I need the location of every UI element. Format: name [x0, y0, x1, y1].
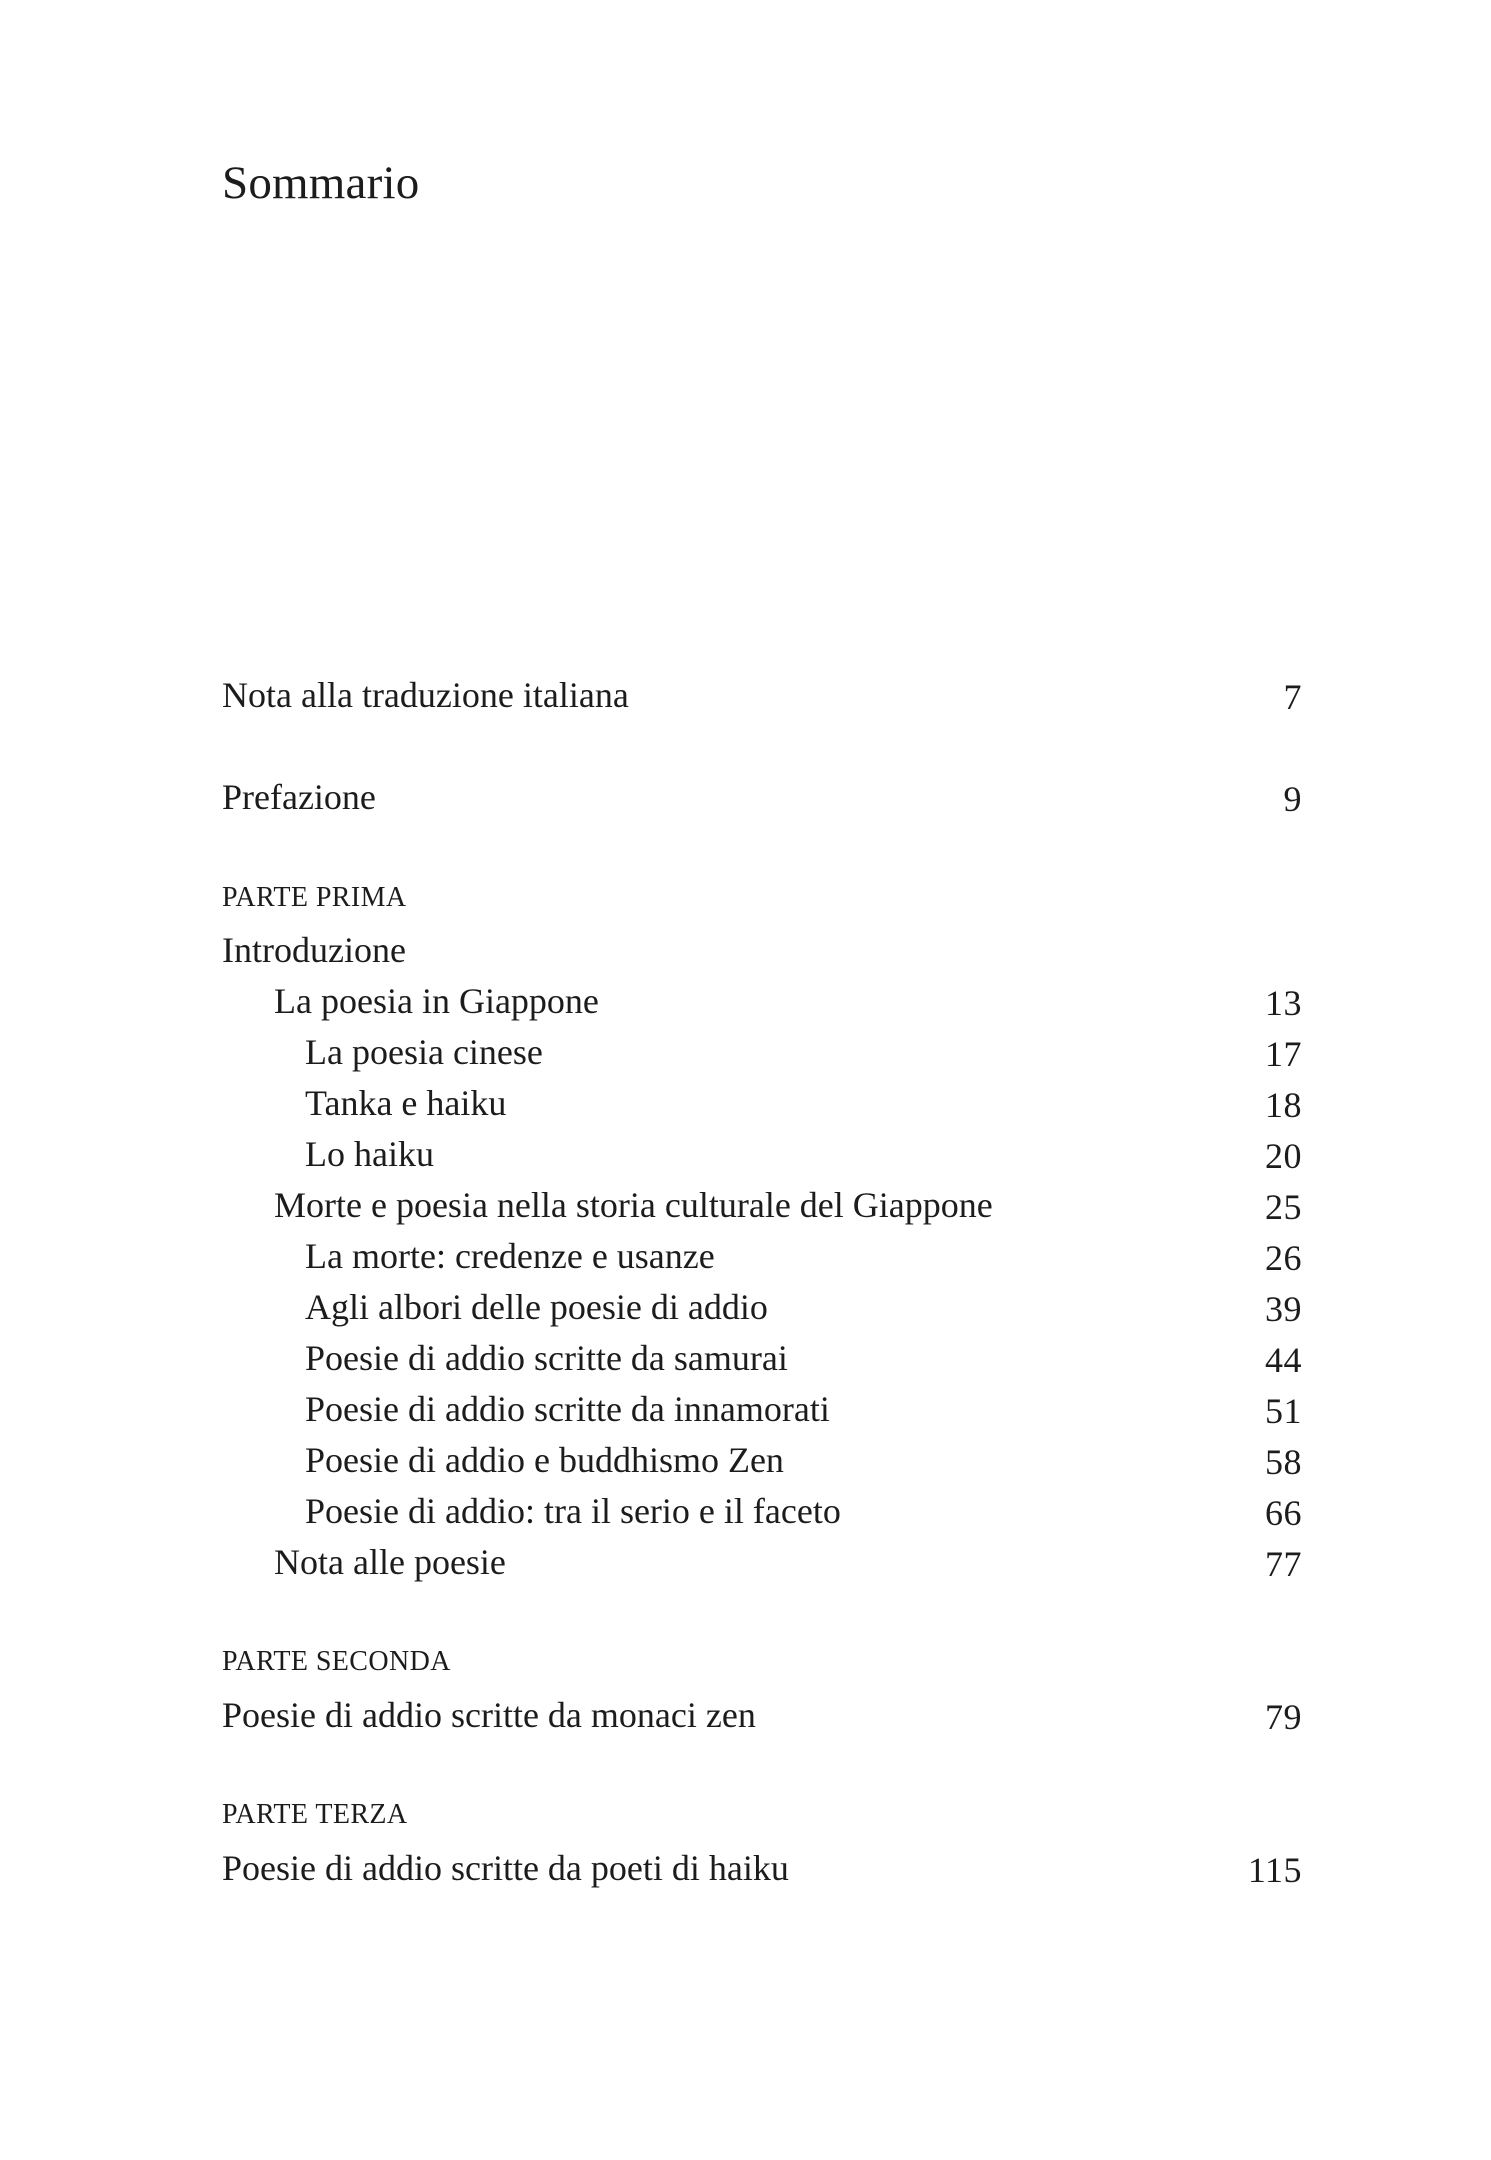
- toc-entry: [222, 1435, 1302, 1485]
- toc-entry-page: 58: [1265, 1442, 1302, 1482]
- toc-entry: [222, 1843, 1302, 1893]
- toc-entry-label: La poesia cinese: [305, 1032, 543, 1072]
- toc-entry-label: Agli albori delle poesie di addio: [305, 1287, 768, 1327]
- toc-entry-label: Poesie di addio: tra il serio e il faceto: [305, 1491, 841, 1531]
- toc-entry: [222, 1027, 1302, 1077]
- toc-entry-label: La morte: credenze e usanze: [305, 1236, 715, 1276]
- toc-entry: [222, 772, 1302, 822]
- toc-entry-label: Poesie di addio scritte da monaci zen: [222, 1695, 756, 1735]
- toc-entry-label: Tanka e haiku: [305, 1083, 507, 1123]
- toc-entry-label: La poesia in Giappone: [274, 981, 599, 1021]
- part-label: PARTE PRIMA: [222, 882, 407, 913]
- toc-entry-label: Poesie di addio scritte da samurai: [305, 1338, 788, 1378]
- toc-entry: [222, 1333, 1302, 1383]
- toc-entry-page: 9: [1283, 779, 1302, 819]
- toc-entry-page: 18: [1265, 1085, 1302, 1125]
- toc-entry-page: 66: [1265, 1493, 1302, 1533]
- toc-entry-page: 44: [1265, 1340, 1302, 1380]
- toc-entry: [222, 670, 1302, 720]
- toc-entry-page: 25: [1265, 1187, 1302, 1227]
- toc-entry-label: Morte e poesia nella storia culturale del Giappone: [274, 1185, 993, 1225]
- toc-entry: [222, 1384, 1302, 1434]
- table-of-contents: [222, 0, 1302, 2160]
- toc-entry-page: 77: [1265, 1544, 1302, 1584]
- toc-entry: [222, 1282, 1302, 1332]
- toc-entry: [222, 1129, 1302, 1179]
- toc-entry: [222, 1078, 1302, 1128]
- toc-section-heading: [222, 925, 1302, 975]
- toc-entry-label: Prefazione: [222, 777, 376, 817]
- toc-entry-page: 7: [1283, 677, 1302, 717]
- toc-entry: [222, 1690, 1302, 1740]
- toc-entry-page: 39: [1265, 1289, 1302, 1329]
- toc-heading-label: Introduzione: [222, 930, 406, 970]
- toc-entry-label: Nota alla traduzione italiana: [222, 675, 629, 715]
- toc-entry-page: 51: [1265, 1391, 1302, 1431]
- toc-entry: [222, 1180, 1302, 1230]
- toc-entry-label: Poesie di addio scritte da innamorati: [305, 1389, 830, 1429]
- toc-entry-page: 17: [1265, 1034, 1302, 1074]
- toc-entry-page: 26: [1265, 1238, 1302, 1278]
- toc-entry-label: Poesie di addio scritte da poeti di haiku: [222, 1848, 789, 1888]
- toc-entry-page: 79: [1265, 1697, 1302, 1737]
- toc-entry: [222, 1486, 1302, 1536]
- toc-entry: [222, 1537, 1302, 1587]
- part-label: PARTE SECONDA: [222, 1646, 451, 1677]
- toc-entry-label: Lo haiku: [305, 1134, 434, 1174]
- toc-entry-label: Poesie di addio e buddhismo Zen: [305, 1440, 784, 1480]
- toc-entry-page: 115: [1247, 1850, 1302, 1890]
- toc-entry-label: Nota alle poesie: [274, 1542, 506, 1582]
- page-title: Sommario: [222, 157, 420, 209]
- toc-entry-page: 20: [1265, 1136, 1302, 1176]
- toc-entry-page: 13: [1265, 983, 1302, 1023]
- part-label: PARTE TERZA: [222, 1799, 408, 1830]
- toc-entry: [222, 976, 1302, 1026]
- toc-entry: [222, 1231, 1302, 1281]
